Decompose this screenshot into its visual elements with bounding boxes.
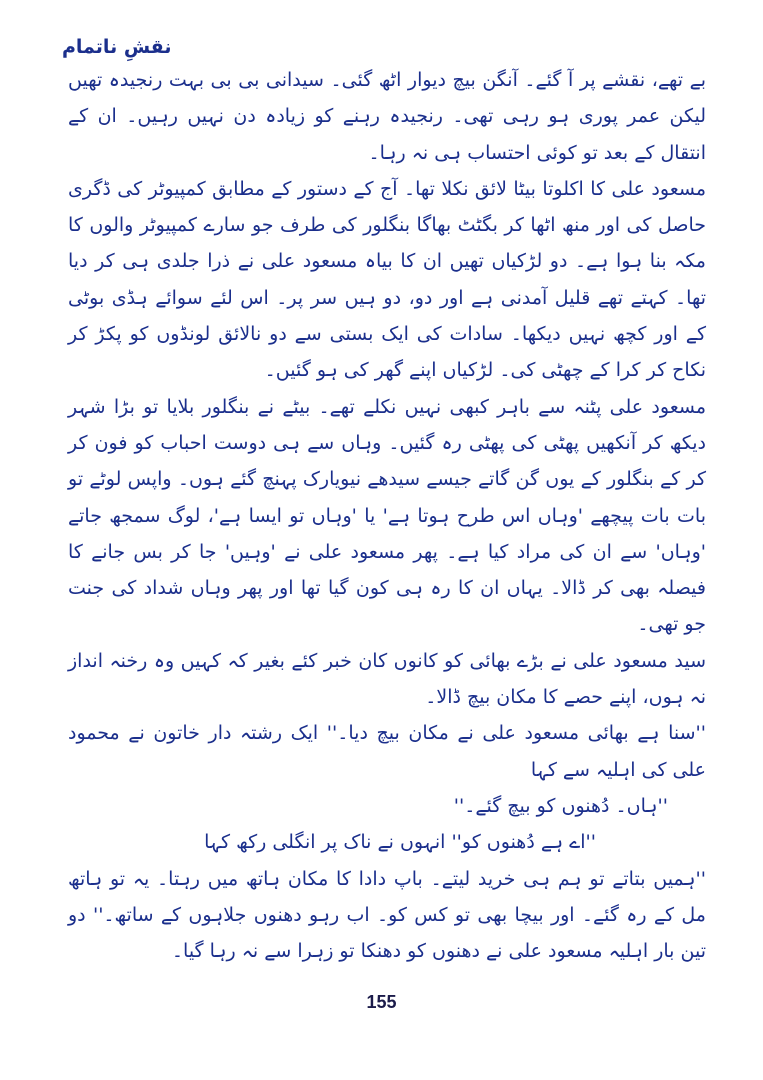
page-number: 155 xyxy=(366,992,397,1012)
paragraph: بے تھے، نقشے پر آ گئے۔ آنگن بیچ دیوار اٹھ گئی۔ سیدانی بی بی بہت رنجیدہ تھیں لیکن عمر پوری ہو رہی تھی۔ رنجیدہ رہنے کو زیادہ دن نہیں رہیں۔ ان کے انتقال کے بعد تو کوئی احتساب ہی نہ رہا۔ xyxy=(68,69,706,164)
paragraph: مسعود علی کا اکلوتا بیٹا لائق نکلا تھا۔ آج کے دستور کے مطابق کمپیوٹر کی ڈگری حاصل کی اور منھ اٹھا کر بگٹٹ بھاگا بنگلور کی طرف جو سارے کمپیوٹر والوں کا مکہ بنا ہوا ہے۔ دو لڑکیاں تھیں ان کا بیاہ مسعود علی نے ذرا جلدی ہی کر دیا تھا۔ کہتے تھے قلیل آمدنی ہے اور دو، دو ہیں سر پر۔ اس لئے سوائے ہڈی بوٹی کے اور کچھ نہیں دیکھا۔ سادات کی ایک بستی سے دو نالائق لونڈوں کو پکڑ کر نکاح کر کرا کے چھٹی کی۔ لڑکیاں اپنے گھر کی ہو گئیں۔ xyxy=(68,177,706,382)
dialogue-line: ''اے ہے دُھنوں کو'' انہوں نے ناک پر انگلی رکھ کہا xyxy=(204,831,596,854)
paragraph: سید مسعود علی نے بڑے بھائی کو کانوں کان خبر کئے بغیر کہ کہیں وہ رخنہ انداز نہ ہوں، اپنے حصے کا مکان بیچ ڈالا۔ xyxy=(68,649,706,709)
running-header: نقشِ ناتمام xyxy=(62,36,172,58)
dialogue-line: ''ہمیں بتاتے تو ہم ہی خرید لیتے۔ باپ دادا کا مکان ہاتھ میں رہتا۔ یہ تو ہاتھ مل کے رہ گئے۔ اور بیچا بھی تو کس کو۔ اب رہو دھنوں جلاہوں کے ساتھ۔'' دو تین بار اہلیہ مسعود علی نے دھنوں کو دھنکا تو زہرا سے نہ رہا گیا۔ xyxy=(68,867,706,963)
paragraph: مسعود علی پٹنہ سے باہر کبھی نہیں نکلے تھے۔ بیٹے نے بنگلور بلایا تو بڑا شہر دیکھ کر آنکھیں پھٹی کی پھٹی رہ گئیں۔ وہاں سے ہی دوست احباب کو فون کر کر کے بنگلور کے یوں گن گاتے جیسے سیدھے نیویارک پہنچ گئے ہوں۔ واپس لوٹے تو بات بات پیچھے 'وہاں اس طرح ہوتا ہے' یا 'وہاں تو ایسا ہے'، لوگ سمجھ جاتے 'وہاں' سے ان کی مراد کیا ہے۔ پھر مسعود علی نے 'وہیں' جا کر بس جانے کا فیصلہ بھی کر ڈالا۔ یہاں ان کا رہ ہی کون گیا تھا اور پھر وہاں شداد کی جنت جو تھی۔ xyxy=(68,395,706,636)
dialogue-line: ''ہاں۔ دُھنوں کو بیچ گئے۔'' xyxy=(453,794,668,817)
dialogue-line: ''سنا ہے بھائی مسعود علی نے مکان بیچ دیا۔'' ایک رشتہ دار خاتون نے محمود علی کی اہلیہ سے کہا xyxy=(68,722,706,781)
body-text xyxy=(68,62,706,969)
